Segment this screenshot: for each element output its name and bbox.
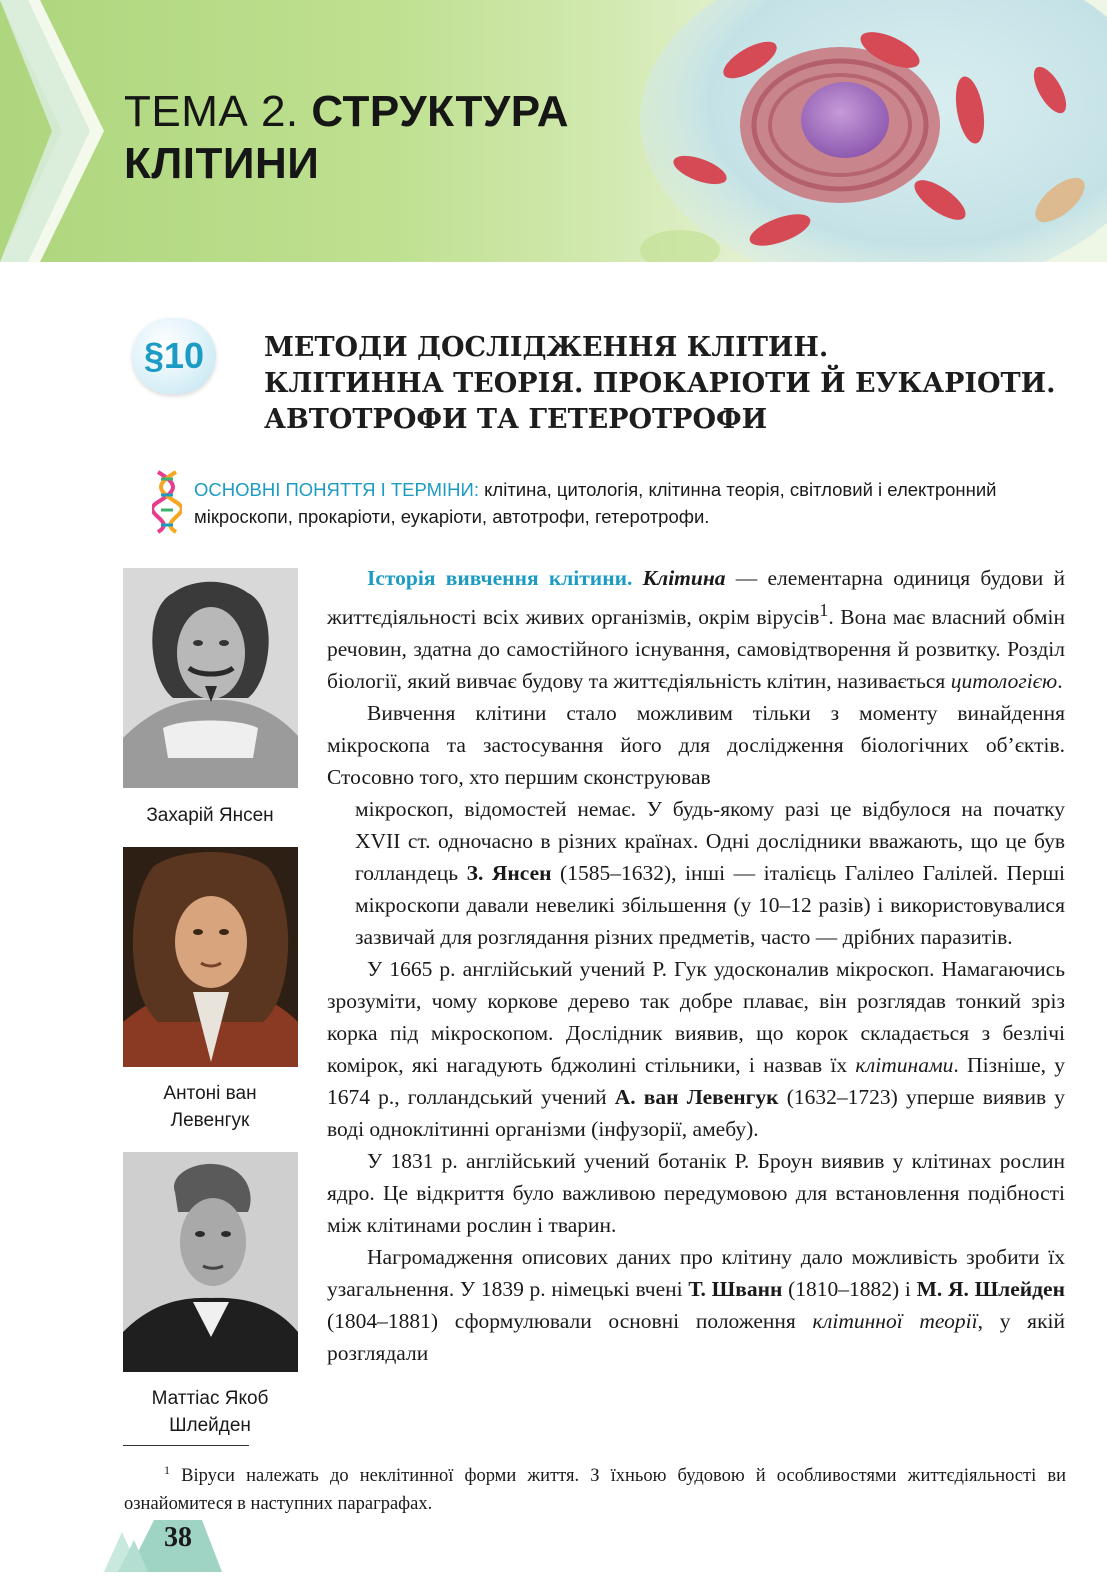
portrait-caption: Захарій Янсен: [146, 805, 274, 826]
portrait-caption-line: Шлейден: [169, 1415, 251, 1436]
subheading: Історія вивчення клітини.: [367, 566, 633, 590]
portrait-caption-line: Маттіас Якоб: [151, 1388, 269, 1409]
paragraph: [327, 953, 1065, 1145]
text-run: мікроскоп, відомостей немає. У будь-якому разі це відбулося на початку XVII ст. одночасно в різних країнах. Одні дослідники вважають, що це був голландець: [355, 797, 1065, 886]
section-title: [264, 330, 1056, 438]
term: Клітина: [642, 566, 726, 590]
text-run: Нагромадження описових даних про клітину дало можливість зробити їх узагальнення. У 1839 р. німецькі вчені: [327, 1245, 1065, 1302]
footnote-mark[interactable]: 1: [819, 600, 829, 620]
page-number-tab: [104, 1518, 224, 1572]
section-title-line: КЛІТИННА ТЕОРІЯ. ПРОКАРІОТИ Й ЕУКАРІОТИ.: [264, 368, 1056, 399]
footnote-text: Віруси належать до неклітинної форми життя. З їхньою будовою й особливостями життєдіяльності ви ознайомитеся в наступних параграфах.: [124, 1466, 1066, 1515]
text-run: — елементарна одиниця будови й життєдіяльності всіх живих організмів, окрім вірусів: [327, 566, 1065, 630]
text-run: (1632–1723) уперше виявив у воді одноклітинні організми (інфузорії, амебу).: [327, 1085, 1066, 1142]
text-run: . Пізніше, у 1674 р., голландський учений: [327, 1053, 1065, 1110]
theme-title-line2: КЛІТИНИ: [124, 139, 320, 188]
paragraph: [327, 562, 1065, 697]
paragraph: [327, 1241, 1065, 1369]
paragraph-continuation: [355, 793, 1065, 953]
person-name: А. ван Левенгук: [614, 1085, 779, 1110]
section-title-line: МЕТОДИ ДОСЛІДЖЕННЯ КЛІТИН.: [264, 332, 829, 363]
chevron-decoration-icon: [0, 0, 110, 262]
key-terms-label: ОСНОВНІ ПОНЯТТЯ І ТЕРМІНИ:: [194, 479, 479, 500]
theme-title-prefix: ТЕМА 2.: [124, 87, 312, 136]
footnote: [124, 1456, 1066, 1518]
chapter-banner: [0, 0, 1107, 262]
paragraph: [327, 697, 1065, 793]
dna-icon: [152, 470, 182, 534]
text-run: (1585–1632), інші — італієць Галілео Галілей. Перші мікроскопи давали невеликі збільшення (у 10–12 разів) і використовувалися зазвичай для розглядання різних предметів, часто — дрібних паразитів.: [355, 861, 1065, 950]
term: клітинами: [855, 1053, 954, 1078]
text-run: (1810–1882) і: [782, 1277, 917, 1302]
term: цитологією: [950, 669, 1058, 694]
person-name: Т. Шванн: [688, 1277, 783, 1302]
term: клітинної теорії: [812, 1309, 978, 1334]
text-run: У 1665 р. англійський учений Р. Гук удосконалив мікроскоп. Намагаючись зрозуміти, чому коркове дерево так добре плаває, він розглядав тонкий зріз корка під мікроскопом. Дослідник виявив, що корок складається з безлічі комірок, які нагадують бджолині стільники, і назвав їх: [327, 957, 1065, 1078]
portrait-jansen: [123, 568, 298, 788]
text-run: .: [1057, 669, 1063, 694]
text-run: . Вона має власний обмін речовин, здатна до самостійного існування, самовідтворення й розвитку. Розділ біології, який вивчає будову та життєдіяльність клітин, називається: [327, 605, 1065, 694]
portrait-caption-line: Левенгук: [170, 1110, 250, 1131]
portrait-caption: [110, 1385, 310, 1439]
text-run: , у якій розглядали: [327, 1309, 1065, 1366]
footnote-mark: 1: [164, 1463, 170, 1477]
key-terms-text: клітина, цитологія, клітинна теорія, світловий і електронний мікроскопи, прокаріоти, еукаріоти, автотрофи, гетеротрофи.: [194, 479, 997, 527]
portrait-caption-line: Антоні ван: [163, 1083, 257, 1104]
paragraph: У 1831 р. англійський учений ботанік Р. Броун виявив у клітинах рослин ядро. Це відкриття було важливою передумовою для встановлення подібності між клітинами рослин і тварин.: [327, 1149, 1065, 1238]
footnote-divider: [123, 1445, 249, 1446]
portrait-leeuwenhoek: [123, 847, 298, 1067]
text-run: (1804–1881) сформулювали основні положення: [327, 1309, 813, 1334]
person-name: З. Янсен: [466, 861, 552, 886]
page-number: 38: [164, 1522, 192, 1553]
portrait-caption: [110, 1080, 310, 1134]
person-name: М. Я. Шлейден: [916, 1277, 1065, 1302]
portrait-schleiden: [123, 1152, 298, 1372]
text-run: Вивчення клітини стало можливим тільки з моменту винайдення мікроскопа та застосування його для дослідження біологічних об’єктів. Стосовно того, хто першим сконструював: [327, 701, 1065, 790]
body-text: [327, 562, 1065, 1369]
theme-title: [124, 86, 569, 190]
key-terms: [194, 476, 1072, 530]
paragraph-number: §10: [143, 335, 205, 376]
paragraph-number-badge: [132, 318, 216, 394]
theme-title-bold: СТРУКТУРА: [311, 87, 570, 136]
section-title-line: АВТОТРОФИ ТА ГЕТЕРОТРОФИ: [264, 404, 768, 435]
eukaryotic-cell-illustration-icon: [640, 0, 1107, 262]
